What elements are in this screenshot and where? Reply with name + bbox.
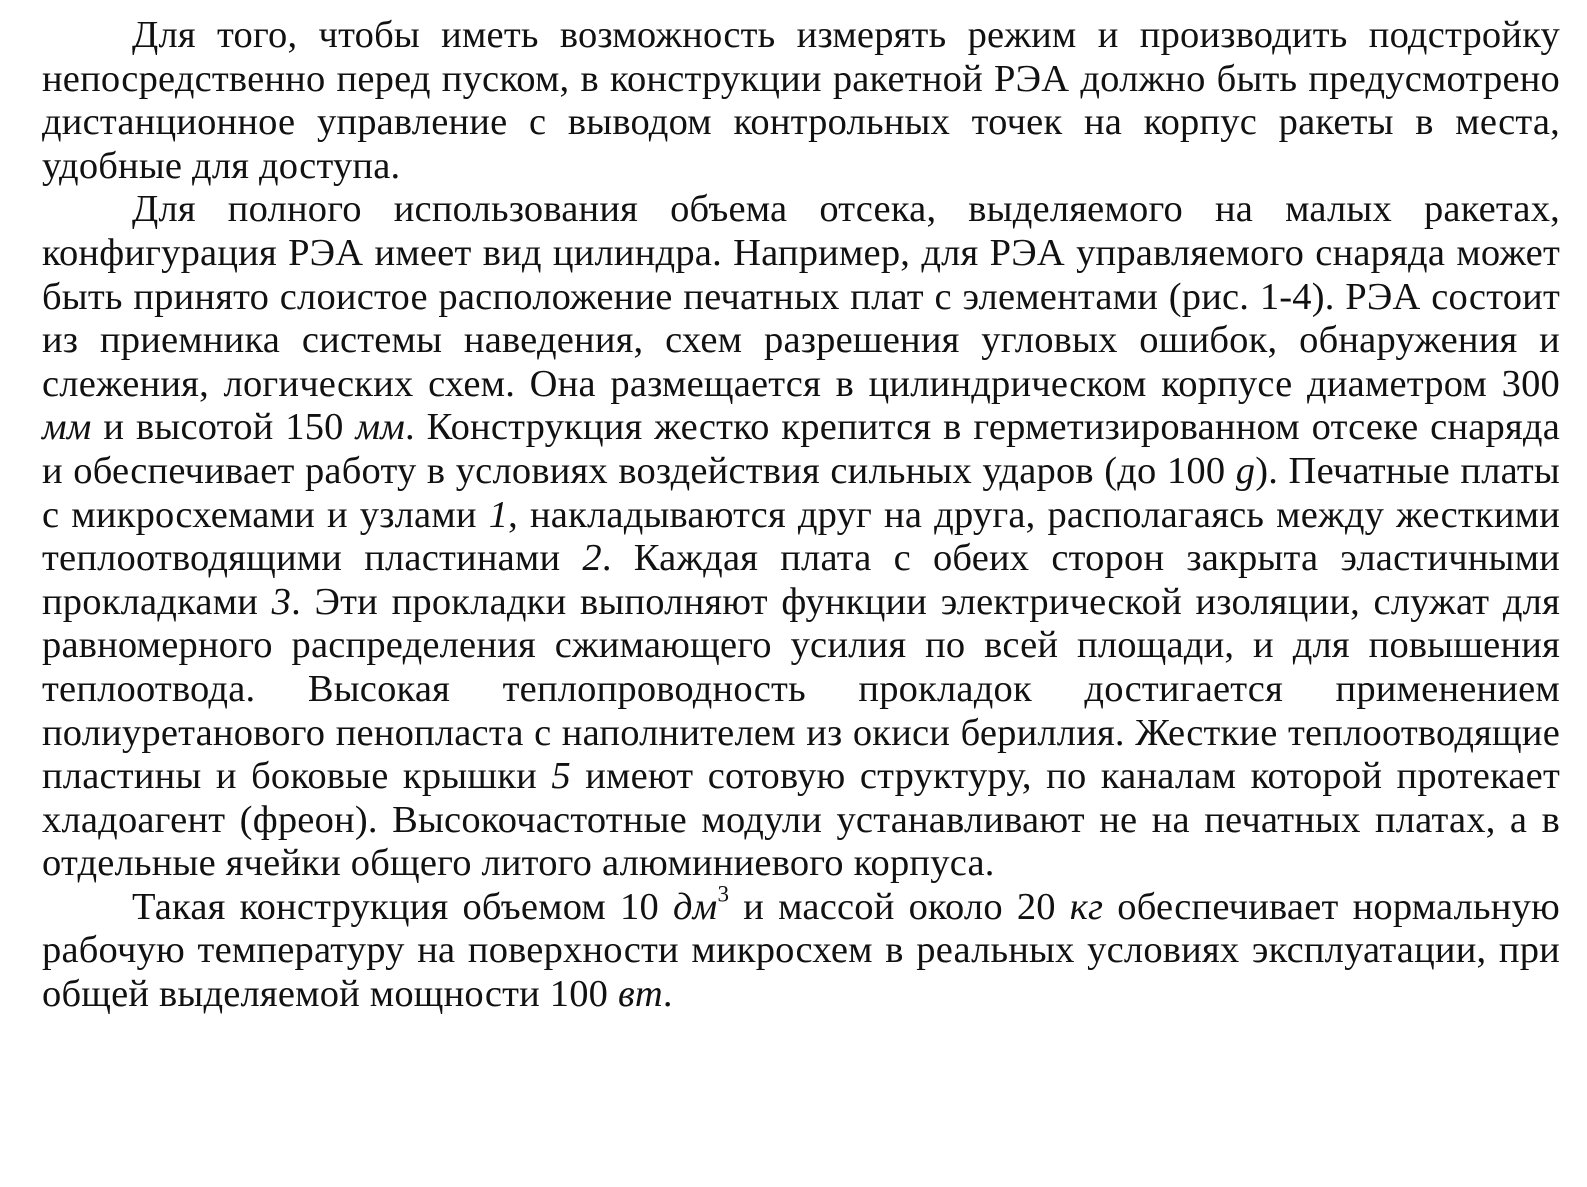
para2-seg-3: мм bbox=[355, 406, 405, 449]
para3-seg-5: обеспечивает нормальную рабочую температуру на поверхности микросхем в реальных условиях эксплуатации, при общей выделяемой мощности 100 bbox=[42, 885, 1561, 1016]
para2-seg-11: 3 bbox=[271, 580, 292, 623]
para2-seg-6: ). Печатные платы с микросхемами и узлами bbox=[42, 449, 1560, 536]
para3-seg-2: 3 bbox=[717, 880, 730, 907]
para2-seg-0: Для полного использования объема отсека, выделяемого на малых ракетах, конфигурация РЭА имеет вид цилиндра. Например, для РЭА управляемого снаряда может быть принято слоистое расположение печатных плат с элементами (рис. 1-4). РЭА состоит из приемника системы наведения, схем разрешения угловых ошибок, обнаружения и слежения, логических схем. Она размещается в цилиндрическом корпусе диаметром 300 bbox=[42, 188, 1560, 405]
document-page bbox=[42, 14, 1560, 1017]
para2-seg-4: . Конструкция жестко крепится в герметизированном отсеке снаряда и обеспечивает работу в условиях воздействия сильных ударов (до 100 bbox=[42, 406, 1560, 492]
para2-seg-12: . Эти прокладки выполняют функции электрической изоляции, служат для равномерного распределения сжимающего усилия по всей площади, и для повышения теплоотвода. Высокая теплопроводность прокладок достигается применением полиуретанового пенопласта с наполнителем из окиси бериллия. Жесткие теплоотводящие пластины и боковые крышки bbox=[42, 580, 1560, 798]
paragraph-1 bbox=[42, 14, 1560, 188]
paragraph-2 bbox=[42, 188, 1560, 886]
para2-seg-1: мм bbox=[42, 406, 92, 449]
para3-seg-7: . bbox=[662, 973, 673, 1016]
para2-seg-8: , накладываются друг на друга, располагаясь между жесткими теплоотводящими пластинами bbox=[42, 493, 1561, 580]
para3-seg-1: дм bbox=[673, 885, 718, 928]
paragraph-3 bbox=[42, 880, 1561, 1017]
para2-seg-2: и высотой 150 bbox=[91, 406, 356, 449]
para2-seg-5: g bbox=[1235, 449, 1256, 492]
para3-seg-6: вт bbox=[617, 973, 663, 1016]
para2-seg-10: . Каждая плата с обеих сторон закрыта эластичными прокладками bbox=[42, 537, 1560, 623]
para3-seg-4: кг bbox=[1069, 885, 1104, 928]
para3-seg-0: Такая конструкция объемом 10 bbox=[132, 885, 673, 928]
para2-seg-14: имеют сотовую структуру, по каналам которой протекает хладоагент (фреон). Высокочастотные модули устанавливают не на печатных платах, а в отдельные ячейки общего литого алюминиевого корпуса. bbox=[42, 755, 1560, 885]
para2-seg-13: 5 bbox=[551, 755, 571, 798]
para2-seg-9: 2 bbox=[582, 537, 602, 580]
para1-seg-0: Для того, чтобы иметь возможность измерять режим и производить подстройку непосредственно перед пуском, в конструкции ракетной РЭА должно быть предусмотрено дистанционное управление с выводом контрольных точек на корпус ракеты в места, удобные для доступа. bbox=[42, 14, 1560, 187]
para2-seg-7: 1 bbox=[488, 493, 509, 536]
para3-seg-3: и массой около 20 bbox=[729, 885, 1070, 928]
